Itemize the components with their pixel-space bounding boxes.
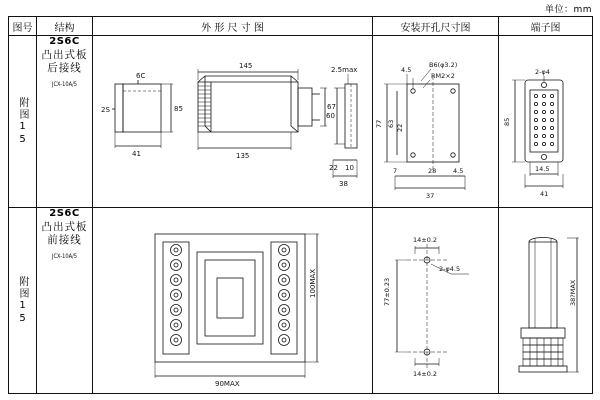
- svg-text:77±0.23: 77±0.23: [383, 277, 391, 306]
- svg-text:85: 85: [503, 117, 511, 126]
- row2-structure: [37, 208, 93, 394]
- row1-outline-drawing: [93, 36, 373, 208]
- header-col-cutout: 安装开孔尺寸图: [373, 17, 499, 36]
- svg-text:2S: 2S: [101, 106, 110, 114]
- row1-structure: [37, 36, 93, 208]
- row2-drawing-no: [9, 208, 37, 394]
- table-header-row: [9, 17, 593, 36]
- svg-text:41: 41: [132, 150, 141, 158]
- svg-text:37: 37: [426, 192, 435, 200]
- row2-desc: 凸出式板前接线: [41, 220, 88, 246]
- row2-structure-body: [37, 204, 92, 397]
- svg-text:135: 135: [236, 152, 250, 160]
- svg-text:85: 85: [174, 105, 183, 113]
- svg-text:100MAX: 100MAX: [309, 269, 317, 298]
- unit-note: 单位：mm: [544, 5, 592, 15]
- svg-text:38?MAX: 38?MAX: [569, 279, 577, 306]
- svg-text:22: 22: [396, 123, 404, 132]
- row2-cutout-canvas: [373, 208, 498, 393]
- header-col-structure: 结构: [37, 17, 93, 36]
- svg-text:41: 41: [540, 190, 549, 198]
- row2-code: JCX-10A/5: [51, 252, 78, 260]
- svg-text:90MAX: 90MAX: [215, 380, 240, 388]
- row1-desc: 凸出式板后接线: [41, 48, 88, 74]
- svg-text:2-φ4.5: 2-φ4.5: [439, 265, 461, 273]
- row1-terminal-drawing: [499, 36, 593, 208]
- row2-terminal-drawing: [499, 208, 593, 394]
- svg-text:14±0.2: 14±0.2: [413, 236, 438, 244]
- row1-cutout-drawing: [373, 36, 499, 208]
- header-col-terminal: 端子图: [499, 17, 593, 36]
- svg-text:22: 22: [329, 164, 338, 172]
- table-row: [9, 36, 593, 208]
- svg-text:63: 63: [387, 119, 395, 128]
- svg-text:2.5max: 2.5max: [331, 66, 358, 74]
- row1-code: JCX-10A/5: [51, 80, 78, 88]
- svg-text:14±0.2: 14±0.2: [413, 370, 438, 378]
- svg-text:B6(φ3.2): B6(φ3.2): [429, 61, 458, 69]
- svg-text:RM2×2: RM2×2: [431, 72, 455, 80]
- header-col-drawing-no: 图号: [9, 17, 37, 36]
- row1-terminal-canvas: [499, 36, 592, 207]
- row2-cutout-drawing: [373, 208, 499, 394]
- svg-text:77: 77: [375, 119, 383, 128]
- row1-structure-body: [37, 32, 92, 211]
- row1-drawing-no: [9, 36, 37, 208]
- table-row: [9, 208, 593, 394]
- svg-text:4.5: 4.5: [453, 167, 464, 175]
- row2-outline-drawing: [93, 208, 373, 394]
- row2-outline-canvas: [93, 208, 372, 393]
- svg-text:2-φ4: 2-φ4: [535, 68, 550, 76]
- svg-text:28: 28: [428, 167, 437, 175]
- row1-cutout-canvas: [373, 36, 498, 207]
- svg-text:60: 60: [326, 112, 335, 120]
- svg-text:14.5: 14.5: [535, 165, 550, 173]
- svg-text:67: 67: [327, 103, 336, 111]
- svg-text:38: 38: [339, 180, 348, 188]
- row2-model: 2S6C: [49, 208, 80, 219]
- svg-text:10: 10: [345, 164, 354, 172]
- row1-model: 2S6C: [49, 36, 80, 47]
- svg-text:6C: 6C: [136, 72, 146, 80]
- header-col-outline: 外 形 尺 寸 图: [93, 17, 373, 36]
- row2-terminal-canvas: [499, 208, 592, 393]
- svg-text:145: 145: [239, 62, 253, 70]
- svg-text:7: 7: [393, 167, 398, 175]
- svg-text:4.5: 4.5: [401, 66, 412, 74]
- row2-drawing-no-label: 附图15: [17, 275, 28, 326]
- dimension-table: [8, 16, 593, 394]
- row1-drawing-no-label: 附图15: [17, 96, 28, 147]
- row1-outline-canvas: [93, 36, 372, 207]
